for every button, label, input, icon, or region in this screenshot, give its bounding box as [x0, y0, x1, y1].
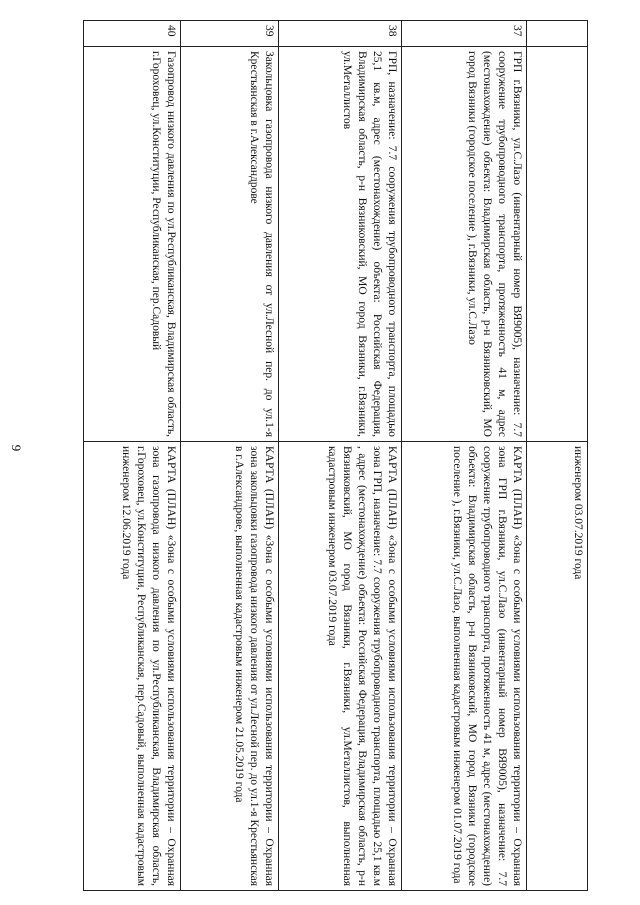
row-number: 40 — [84, 21, 181, 47]
table-row — [402, 21, 527, 891]
row-number: 39 — [181, 21, 279, 47]
object-cell: Газопровод низкого давления по ул.Республиканская, Владимирская область, г.Гороховец, ул.Конституции, Республиканская, пер.Садовый — [84, 47, 181, 442]
row-number: 38 — [279, 21, 402, 47]
document-cell: КАРТА (ПЛАН) «Зона с особыми условиями использования территории – Охранная зона газопровода низкого давления по ул.Республиканская, Владимирская область, г.Гороховец, ул.Конституции, Республиканская, пер.Садовый, выполненная кадастровым инженером 12.06.2019 года — [84, 442, 181, 891]
rotated-table-container — [88, 20, 588, 890]
document-cell: КАРТА (ПЛАН) «Зона с особыми условиями использования территории – Охранная зона ГРП, назначение: 7.7 сооружения трубопроводного транспорта, площадью 25,1 кв.м , адрес (местонахождение) объекта: Российская Федерация, Владимирская область, р-н Вязниковский, МО город Вязники, г.Вязники, ул.Металлистов, выполненная кадастровым инженером 03.07.2019 года — [279, 442, 402, 891]
page-number: 9 — [9, 444, 24, 452]
document-cell: КАРТА (ПЛАН) «Зона с особыми условиями использования территории – Охранная зона ГРП г.Вязники, ул.С.Лазо (инвентарный номер ВЯ9005), назначение: 7.7 сооружение трубопроводного транспорта, протяженность 41 м, адрес (местонахождение) объекта: Владимирская область, р-н Вязниковский, МО город Вязники (городское поселение ), г.Вязники, ул.С.Лазо, выполненная кадастровым инженером 01.07.2019 года — [402, 442, 527, 891]
row-number — [527, 21, 588, 47]
object-cell: Закольцовка газопровода низкого давления от ул.Лесной пер. до ул.1-я Крестьянская в г.Александрове — [181, 47, 279, 442]
zones-table — [83, 20, 588, 891]
table-row — [279, 21, 402, 891]
document-sheet — [88, 20, 588, 890]
table-row — [527, 21, 588, 891]
document-cell: инженером 03.07.2019 года — [527, 442, 588, 891]
document-cell: КАРТА (ПЛАН) «Зона с особыми условиями использования территории – Охранная зона закольцовки газопровода низкого давления от ул.Лесной пер. до ул.1-я Крестьянская в г.Александрове, выполненная кадастровым инженером 21.05.2019 года — [181, 442, 279, 891]
row-number: 37 — [402, 21, 527, 47]
table-row — [181, 21, 279, 891]
object-cell: ГРП, назначение: 7.7 сооружения трубопроводного транспорта, площадью 25,1 кв.м, адрес (местонахождение) объекта: Российская Федерация, Владимирская область, р-н Вязниковский, МО город Вязники, г.Вязники, ул.Металлистов — [279, 47, 402, 442]
table-row — [84, 21, 181, 891]
object-cell — [527, 47, 588, 442]
object-cell: ГРП г.Вязники, ул.С.Лазо (инвентарный номер ВЯ9005), назначение: 7.7 сооружение трубопроводного транспорта, протяженность 41 м, адрес (местонахождение) объекта: Владимирская область, р-н Вязниковский, МО город Вязники (городское поселение ), г.Вязники, ул.С.Лазо — [402, 47, 527, 442]
